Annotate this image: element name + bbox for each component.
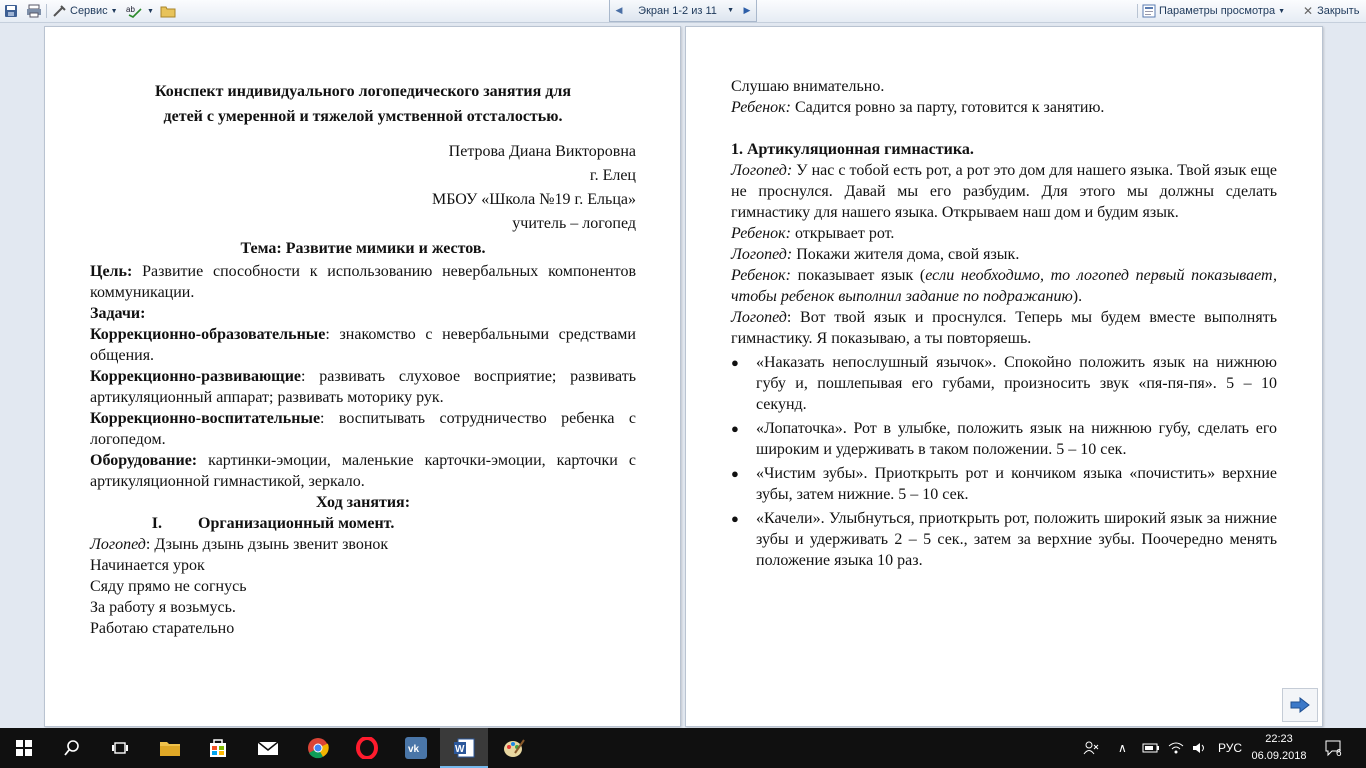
course-heading: Ход занятия: <box>315 494 411 511</box>
taskbar-paint[interactable] <box>490 728 538 768</box>
child-label: Ребенок: <box>731 267 791 284</box>
print-icon[interactable] <box>26 0 42 22</box>
chrome-icon <box>307 737 329 759</box>
task-developmental <box>90 366 636 408</box>
close-icon: ✕ <box>1303 4 1314 18</box>
spelling-icon <box>126 4 146 18</box>
section-articulation-heading: 1. Артикуляционная гимнастика. <box>731 141 974 158</box>
action-center-button[interactable] <box>1324 728 1350 768</box>
opera-icon <box>356 737 378 759</box>
bullet-icon: ● <box>731 466 739 481</box>
child-action1 <box>731 97 1277 118</box>
tools-menu-label: Сервис <box>70 5 108 17</box>
exercise-list-item <box>731 508 1277 571</box>
save-icon[interactable] <box>4 0 18 22</box>
vk-icon <box>405 737 427 759</box>
rhyme-line1 <box>90 534 636 555</box>
speaker-logoped: Логопед <box>90 536 146 553</box>
logoped-speech2-text: Покажи жителя дома, свой язык. <box>792 246 1020 263</box>
goal-text: Развитие способности к использованию невербальных компонентов коммуникации. <box>90 263 636 301</box>
wifi-icon[interactable] <box>1168 728 1184 768</box>
view-options-icon <box>1142 4 1156 18</box>
exercise-list-item <box>731 463 1277 505</box>
screen-navigator <box>609 0 757 22</box>
task-developmental-label: Коррекционно-развивающие <box>90 368 302 385</box>
taskbar-vk[interactable] <box>392 728 440 768</box>
taskbar-opera[interactable] <box>343 728 391 768</box>
store-icon <box>208 738 228 758</box>
search-icon <box>63 739 81 757</box>
next-screen-button[interactable]: ▶ <box>743 5 751 15</box>
arrow-right-icon <box>1290 697 1310 713</box>
child-action3 <box>731 265 1277 307</box>
tools-menu[interactable] <box>52 0 118 22</box>
volume-icon[interactable] <box>1192 728 1208 768</box>
bullet-icon: ● <box>731 421 739 436</box>
logoped-label: Логопед <box>731 309 787 326</box>
child-label: Ребенок: <box>731 99 791 116</box>
task-view-icon <box>111 740 129 756</box>
logoped-label: Логопед: <box>731 162 793 179</box>
taskbar-file-explorer[interactable] <box>146 728 194 768</box>
logoped-speech1-text: У нас с тобой есть рот, а рот это дом для нашего языка. Твой язык еще не проснулся. Давай мы его разбудим. Для этого мы должны сделать гимнастику для нашего языка. Открываем наш дом и будим язык. <box>731 162 1277 221</box>
previous-screen-button[interactable]: ◀ <box>615 5 623 15</box>
taskbar <box>0 728 1366 768</box>
close-button[interactable] <box>1303 0 1359 22</box>
lesson-topic: Тема: Развитие мимики и жестов. <box>240 240 486 257</box>
child-action3-note: если необходимо, то логопед первый показывает, чтобы ребенок выполнил задание по подражанию <box>731 267 1277 305</box>
task-view-button[interactable] <box>96 728 144 768</box>
chevron-down-icon: ▼ <box>1278 7 1286 15</box>
rhyme-line3: Сяду прямо не согнусь <box>90 578 247 595</box>
reading-toolbar <box>0 0 1366 23</box>
logoped-speech3-text: : Вот твой язык и проснулся. Теперь мы будем вместе выполнять гимнастику. Я показываю, а ты повторяешь. <box>731 309 1277 347</box>
taskbar-mail[interactable] <box>244 728 292 768</box>
child-action2-text: открывает рот. <box>790 225 895 242</box>
author-position: учитель – логопед <box>512 215 636 232</box>
system-clock[interactable] <box>1248 731 1310 765</box>
goal-paragraph <box>90 261 636 303</box>
document-title-line1: Конспект индивидуального логопедического занятия для <box>154 83 571 100</box>
exercise-list-item <box>731 418 1277 460</box>
tools-icon <box>52 4 68 18</box>
notification-count: 6 <box>1336 747 1342 759</box>
task-educational-text: : знакомство с невербальными средствами общения. <box>90 326 636 364</box>
clock-date: 06.09.2018 <box>1251 750 1307 762</box>
rhyme-line6: Слушаю внимательно. <box>731 78 885 95</box>
child-action1-text: Садится ровно за парту, готовится к занятию. <box>790 99 1105 116</box>
rhyme-line4: За работу я возьмусь. <box>90 599 236 616</box>
taskbar-word[interactable] <box>440 728 488 768</box>
tasks-heading: Задачи: <box>90 305 146 322</box>
exercise-list-item <box>731 352 1277 415</box>
document-title <box>90 79 636 129</box>
svg-text:ab: ab <box>126 5 135 14</box>
child-label: Ребенок: <box>731 225 791 242</box>
task-educational <box>90 324 636 366</box>
task-developmental-text: : развивать слуховое восприятие; развивать артикуляционный аппарат; развивать моторику рук. <box>90 368 636 406</box>
document-view[interactable] <box>0 23 1366 728</box>
exercise-text: «Лопаточка». Рот в улыбке, положить язык на нижнюю губу, сделать его широким и удерживать в таком положении. 5 – 10 сек. <box>756 420 1277 458</box>
equipment-text: картинки-эмоции, маленькие карточки-эмоции, карточки с артикуляционной гимнастикой, зеркало. <box>90 452 636 490</box>
paint-icon <box>503 737 525 759</box>
child-action3-end: ). <box>1072 288 1083 305</box>
section1-title: Организационный момент. <box>198 515 395 532</box>
chevron-down-icon[interactable]: ▼ <box>727 7 734 14</box>
page-right <box>685 26 1323 727</box>
clock-time: 22:23 <box>1265 733 1293 745</box>
goal-label: Цель: <box>90 263 133 280</box>
rhyme-line5: Работаю старательно <box>90 620 235 637</box>
close-label: Закрыть <box>1317 5 1360 17</box>
rhyme-line1-text: : Дзынь дзынь дзынь звенит звонок <box>145 536 389 553</box>
exercise-text: «Качели». Улыбнуться, приоткрыть рот, положить широкий язык за нижние зубы и удерживать 2 – 5 сек., затем за верхние зубы. Поочередно менять положение языка 10 раз. <box>756 510 1277 569</box>
people-icon[interactable] <box>1083 728 1099 768</box>
svg-text:vk: vk <box>408 744 420 755</box>
logoped-speech1 <box>731 160 1277 223</box>
section1-heading <box>90 513 636 534</box>
spelling-button[interactable] <box>126 0 154 22</box>
author-city: г. Елец <box>589 167 636 184</box>
taskbar-chrome[interactable] <box>294 728 342 768</box>
bullet-icon: ● <box>731 355 739 370</box>
language-indicator[interactable]: РУС <box>1218 741 1243 755</box>
page-left <box>44 26 681 727</box>
view-options-menu[interactable] <box>1142 0 1285 22</box>
equipment-paragraph <box>90 450 636 492</box>
rhyme-line2: Начинается урок <box>90 557 205 574</box>
document-title-line2: детей с умеренной и тяжелой умственной отсталостью. <box>163 108 563 125</box>
next-page-button[interactable] <box>1282 688 1318 722</box>
folder-icon[interactable] <box>160 0 176 22</box>
mail-icon <box>257 740 279 756</box>
page-right-content <box>731 76 1277 571</box>
show-hidden-icons-icon[interactable]: ∧ <box>1118 741 1127 755</box>
page-left-content <box>90 79 636 639</box>
word-icon <box>453 737 475 759</box>
screen-counter[interactable]: Экран 1-2 из 11 <box>638 4 717 17</box>
exercise-text: «Чистим зубы». Приоткрыть рот и кончиком языка «почистить» верхние зубы, затем нижние. 5 – 10 сек. <box>756 465 1277 503</box>
chevron-down-icon: ▼ <box>147 7 154 15</box>
windows-icon <box>15 739 33 757</box>
battery-icon[interactable] <box>1142 728 1160 768</box>
author-name: Петрова Диана Викторовна <box>448 143 636 160</box>
logoped-speech3 <box>731 307 1277 349</box>
folder-icon <box>159 739 181 757</box>
view-options-label: Параметры просмотра <box>1159 5 1276 17</box>
equipment-label: Оборудование: <box>90 452 198 469</box>
child-action3-text: показывает язык ( <box>790 267 926 284</box>
section1-number: I. <box>151 515 162 532</box>
task-upbringing <box>90 408 636 450</box>
exercise-text: «Наказать непослушный язычок». Спокойно положить язык на нижнюю губу и, пошлепывая его губами, произносить звук «пя-пя-пя». 5 – 10 секунд. <box>756 354 1277 413</box>
logoped-label: Логопед: <box>731 246 793 263</box>
logoped-speech2 <box>731 244 1277 265</box>
bullet-icon: ● <box>731 511 739 526</box>
task-upbringing-text: : воспитывать сотрудничество ребенка с логопедом. <box>90 410 636 448</box>
taskbar-store[interactable] <box>194 728 242 768</box>
start-button[interactable] <box>0 728 48 768</box>
svg-text:W: W <box>455 744 465 755</box>
task-upbringing-label: Коррекционно-воспитательные <box>90 410 321 427</box>
author-school: МБОУ «Школа №19 г. Ельца» <box>431 191 636 208</box>
search-button[interactable] <box>48 728 96 768</box>
child-action2 <box>731 223 1277 244</box>
chevron-down-icon: ▼ <box>110 7 118 15</box>
task-educational-label: Коррекционно-образовательные <box>90 326 326 343</box>
